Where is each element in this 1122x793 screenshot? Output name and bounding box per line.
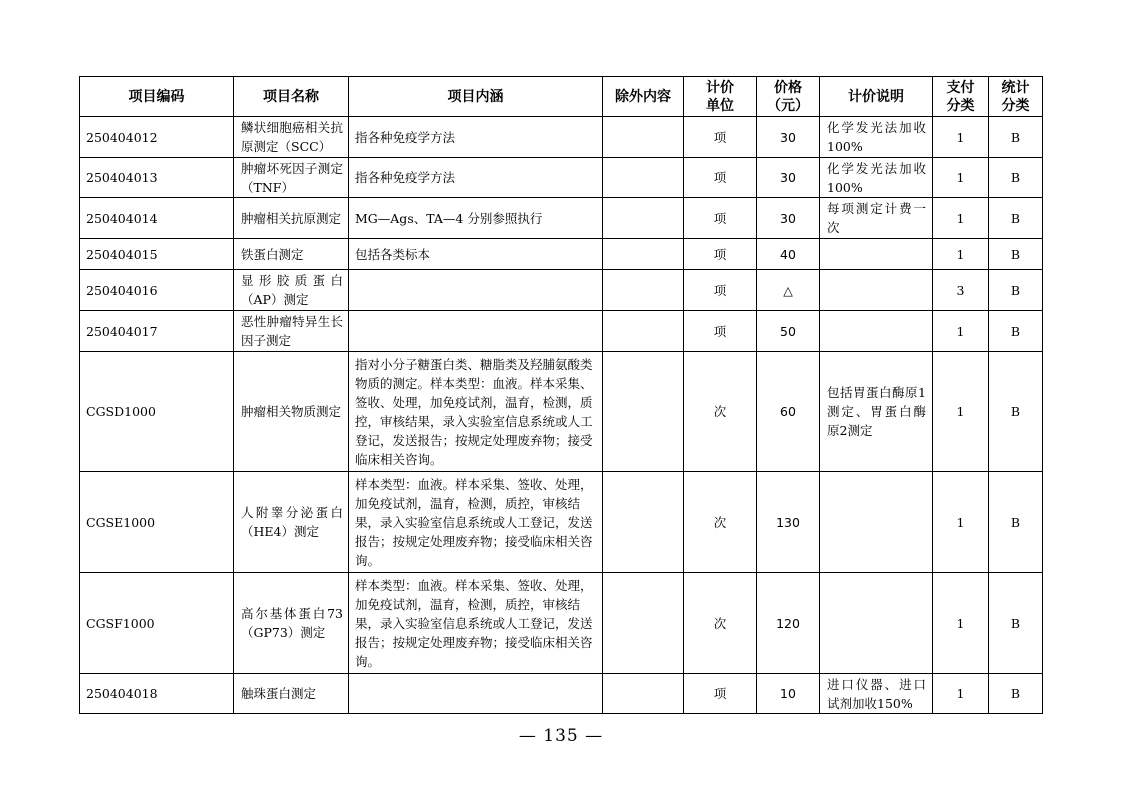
cell-stats: B — [989, 239, 1043, 270]
cell-price: 30 — [757, 198, 820, 239]
cell-payment: 1 — [933, 472, 989, 573]
cell-content: 样本类型：血液。样本采集、签收、处理，加免疫试剂，温育，检测，质控，审核结果，录入实验室信息系统或人工登记，发送报告；按规定处理废弃物；接受临床相关咨询。 — [349, 573, 603, 674]
cell-excluded — [603, 117, 684, 158]
cell-stats: B — [989, 674, 1043, 714]
cell-explain — [820, 270, 933, 311]
cell-payment: 1 — [933, 352, 989, 472]
price-table — [79, 76, 1043, 714]
cell-content — [349, 674, 603, 714]
cell-content: 指各种免疫学方法 — [349, 158, 603, 198]
cell-explain — [820, 472, 933, 573]
cell-excluded — [603, 311, 684, 352]
cell-code: 250404015 — [80, 239, 234, 270]
table-row — [80, 311, 1043, 352]
cell-name: 肿瘤相关物质测定 — [234, 352, 349, 472]
header-stats: 统计分类 — [989, 77, 1043, 117]
cell-excluded — [603, 158, 684, 198]
cell-explain: 包括胃蛋白酶原1测定、胃蛋白酶原2测定 — [820, 352, 933, 472]
cell-name: 显形胶质蛋白（AP）测定 — [234, 270, 349, 311]
cell-stats: B — [989, 352, 1043, 472]
cell-price: 120 — [757, 573, 820, 674]
table-row — [80, 198, 1043, 239]
cell-excluded — [603, 674, 684, 714]
cell-code: 250404018 — [80, 674, 234, 714]
cell-content: 包括各类标本 — [349, 239, 603, 270]
cell-payment: 3 — [933, 270, 989, 311]
cell-explain: 进口仪器、进口试剂加收150% — [820, 674, 933, 714]
cell-stats: B — [989, 158, 1043, 198]
cell-unit: 次 — [684, 573, 757, 674]
cell-name: 铁蛋白测定 — [234, 239, 349, 270]
cell-payment: 1 — [933, 239, 989, 270]
cell-name: 肿瘤相关抗原测定 — [234, 198, 349, 239]
table-row — [80, 270, 1043, 311]
cell-price: 50 — [757, 311, 820, 352]
cell-name: 恶性肿瘤特异生长因子测定 — [234, 311, 349, 352]
cell-unit: 项 — [684, 158, 757, 198]
cell-explain: 每项测定计费一次 — [820, 198, 933, 239]
cell-stats: B — [989, 198, 1043, 239]
cell-stats: B — [989, 573, 1043, 674]
cell-stats: B — [989, 270, 1043, 311]
header-unit: 计价单位 — [684, 77, 757, 117]
table-row — [80, 158, 1043, 198]
cell-content: MG—Ags、TA—4 分别参照执行 — [349, 198, 603, 239]
header-name: 项目名称 — [234, 77, 349, 117]
cell-explain — [820, 239, 933, 270]
cell-unit: 次 — [684, 472, 757, 573]
cell-stats: B — [989, 472, 1043, 573]
table-row — [80, 674, 1043, 714]
cell-excluded — [603, 198, 684, 239]
cell-unit: 项 — [684, 239, 757, 270]
table-row — [80, 472, 1043, 573]
cell-excluded — [603, 352, 684, 472]
cell-code: 250404014 — [80, 198, 234, 239]
cell-name: 人附睾分泌蛋白（HE4）测定 — [234, 472, 349, 573]
cell-payment: 1 — [933, 674, 989, 714]
cell-content — [349, 270, 603, 311]
cell-explain — [820, 573, 933, 674]
cell-unit: 次 — [684, 352, 757, 472]
cell-content: 指对小分子糖蛋白类、糖脂类及羟脯氨酸类物质的测定。样本类型：血液。样本采集、签收、处理，加免疫试剂，温育，检测，质控，审核结果，录入实验室信息系统或人工登记，发送报告；按规定处理废弃物；接受临床相关咨询。 — [349, 352, 603, 472]
cell-payment: 1 — [933, 117, 989, 158]
cell-explain: 化学发光法加收100% — [820, 117, 933, 158]
cell-unit: 项 — [684, 117, 757, 158]
cell-name: 鳞状细胞癌相关抗原测定（SCC） — [234, 117, 349, 158]
cell-excluded — [603, 270, 684, 311]
cell-name: 高尔基体蛋白73（GP73）测定 — [234, 573, 349, 674]
cell-stats: B — [989, 117, 1043, 158]
cell-price: △ — [757, 270, 820, 311]
header-excluded: 除外内容 — [603, 77, 684, 117]
header-content: 项目内涵 — [349, 77, 603, 117]
cell-code: CGSE1000 — [80, 472, 234, 573]
cell-explain — [820, 311, 933, 352]
header-row — [80, 77, 1043, 117]
page-number: — 135 — — [518, 726, 604, 746]
cell-payment: 1 — [933, 573, 989, 674]
cell-content — [349, 311, 603, 352]
cell-unit: 项 — [684, 311, 757, 352]
cell-name: 肿瘤坏死因子测定（TNF） — [234, 158, 349, 198]
cell-payment: 1 — [933, 198, 989, 239]
table-row — [80, 573, 1043, 674]
cell-payment: 1 — [933, 158, 989, 198]
cell-code: CGSF1000 — [80, 573, 234, 674]
cell-name: 触珠蛋白测定 — [234, 674, 349, 714]
cell-code: 250404017 — [80, 311, 234, 352]
cell-code: 250404013 — [80, 158, 234, 198]
table-row — [80, 352, 1043, 472]
cell-price: 130 — [757, 472, 820, 573]
cell-stats: B — [989, 311, 1043, 352]
header-price: 价格（元） — [757, 77, 820, 117]
cell-price: 60 — [757, 352, 820, 472]
cell-excluded — [603, 472, 684, 573]
cell-unit: 项 — [684, 198, 757, 239]
cell-price: 10 — [757, 674, 820, 714]
cell-price: 30 — [757, 158, 820, 198]
cell-payment: 1 — [933, 311, 989, 352]
cell-content: 样本类型：血液。样本采集、签收、处理，加免疫试剂，温育，检测，质控，审核结果，录入实验室信息系统或人工登记，发送报告；按规定处理废弃物；接受临床相关咨询。 — [349, 472, 603, 573]
table-row — [80, 239, 1043, 270]
cell-excluded — [603, 239, 684, 270]
cell-unit: 项 — [684, 674, 757, 714]
header-code: 项目编码 — [80, 77, 234, 117]
cell-unit: 项 — [684, 270, 757, 311]
cell-code: 250404016 — [80, 270, 234, 311]
cell-code: 250404012 — [80, 117, 234, 158]
cell-price: 30 — [757, 117, 820, 158]
table-row — [80, 117, 1043, 158]
cell-content: 指各种免疫学方法 — [349, 117, 603, 158]
header-explain: 计价说明 — [820, 77, 933, 117]
cell-code: CGSD1000 — [80, 352, 234, 472]
cell-price: 40 — [757, 239, 820, 270]
header-payment: 支付分类 — [933, 77, 989, 117]
cell-excluded — [603, 573, 684, 674]
cell-explain: 化学发光法加收100% — [820, 158, 933, 198]
